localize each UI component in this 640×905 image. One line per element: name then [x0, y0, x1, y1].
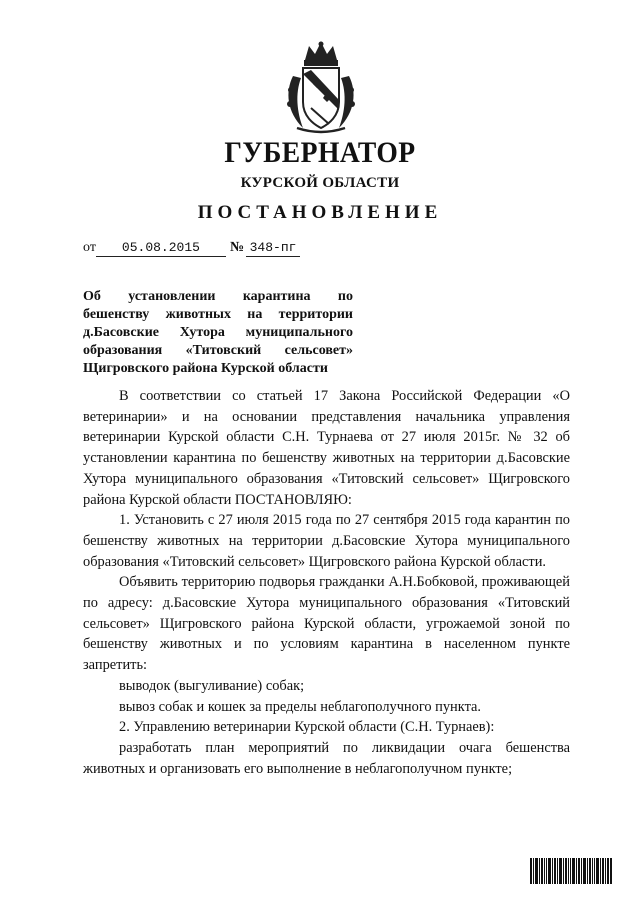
document-date: 05.08.2015 — [96, 240, 226, 257]
region-subtitle: КУРСКОЙ ОБЛАСТИ — [240, 175, 400, 191]
subject-line: д.Басовские Хутора муниципального — [83, 325, 353, 340]
document-type: ПОСТАНОВЛЕНИЕ — [197, 202, 443, 223]
dateline — [83, 240, 300, 257]
number-label: № — [229, 240, 245, 255]
barcode-icon — [530, 858, 612, 884]
body-paragraph: 1. Установить с 27 июля 2015 года по 27 сентября 2015 года карантин по бешенству животных на территории д.Басовские Хутора муниципального образования «Титовский сельсовет» Щигровского района Курской области. — [83, 512, 570, 570]
body-paragraph: В соответствии со статьей 17 Закона Российской Федерации «О ветеринарии» и на основании представления начальника управления ветеринарии Курской области С.Н. Турнаева от 27 июля 2015г. № 32 об установлении карантина по бешенству животных на территории д.Басовские Хутора муниципального образования «Титовский сельсовет» Щигровского района Курской области ПОСТАНОВЛЯЮ: — [83, 388, 570, 508]
date-label: от — [83, 240, 96, 255]
body-paragraph: разработать план мероприятий по ликвидации очага бешенства животных и организовать его выполнение в неблагополучном пункте; — [83, 739, 570, 777]
subject-line: бешенству животных на территории — [83, 307, 353, 322]
body-paragraph: Объявить территорию подворья гражданки А.Н.Бобковой, проживающей по адресу: д.Басовские Хутора муниципального образования «Титовский сельсовет» Щигровского района Курской области, угрожаемой зоной по бешенству животных и по условиям карантина в населенном пункте запретить: — [83, 574, 570, 674]
subject-line: образования «Титовский сельсовет» — [83, 343, 353, 358]
document-subject — [83, 288, 353, 378]
body-paragraph: вывоз собак и кошек за пределы неблагополучного пункта. — [119, 698, 482, 715]
document-number: 348-пг — [246, 240, 300, 257]
subject-line: Об установлении карантина по — [83, 289, 353, 304]
body-paragraph: выводок (выгуливание) собак; — [119, 677, 305, 694]
document-title: ГУБЕРНАТОР — [224, 136, 416, 169]
kursk-coat-of-arms-icon — [283, 40, 359, 136]
document-body — [83, 386, 570, 779]
subject-line: Щигровского района Курской области — [83, 361, 328, 376]
body-paragraph: 2. Управлению ветеринарии Курской области (С.Н. Турнаев): — [119, 719, 495, 736]
